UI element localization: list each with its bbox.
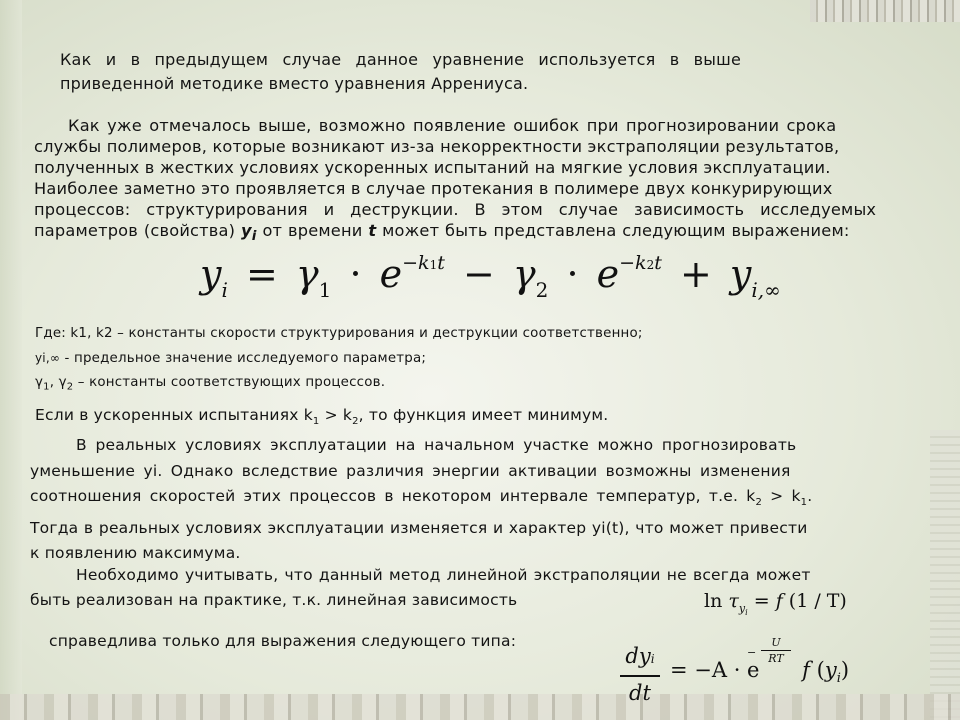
exponent-bar — [761, 650, 791, 651]
paragraph-2-line-2: уменьшение yi. Однако вследствие различия энергии активации возможны изменения — [30, 461, 791, 480]
rhs-y: y — [824, 658, 837, 682]
formula-y-subscript: i — [221, 278, 228, 302]
definition-y-text: - предельное значение исследуемого параметра; — [60, 351, 427, 366]
paragraph-1 — [34, 115, 876, 247]
variable-t: t — [368, 221, 377, 240]
paragraph-2-gt: > k — [762, 487, 801, 505]
derivative-dy: dy — [625, 644, 651, 668]
formula-plus: + — [679, 252, 712, 296]
paragraph-2-line-4: Тогда в реальных условиях эксплуатации изменяется и характер yi(t), что может привести — [30, 518, 808, 537]
differential-formula — [612, 636, 850, 716]
intro-text — [60, 48, 741, 96]
formula-tau-subsubscript: i — [745, 608, 748, 617]
formula-dot-1: · — [349, 252, 362, 296]
definition-gamma — [35, 371, 643, 400]
variable-y-subscript: i — [251, 228, 257, 245]
differential-rhs — [670, 658, 850, 686]
formula-y-infinity: y — [729, 252, 752, 296]
formula-exponent-2-subscript: 2 — [646, 258, 655, 272]
variable-y: y — [241, 221, 252, 240]
decorative-paper-edge-right — [930, 430, 960, 720]
condition-text-a: Если в ускоренных испытаниях k — [35, 406, 313, 424]
definition-gamma-text: – константы соответствующих процессов. — [73, 375, 386, 390]
rhs-open-paren: ( — [816, 658, 825, 682]
intro-line-2: приведенной методике вместо уравнения Аррениуса. — [60, 74, 529, 93]
rhs-f: f — [795, 658, 817, 682]
formula-exponent-2-t: t — [654, 252, 662, 274]
definition-gamma-1: γ — [35, 375, 44, 390]
formula-tau-subscript: y — [738, 602, 746, 615]
paragraph-3-line-2: быть реализован на практике, т.к. линейная зависимость — [30, 591, 518, 609]
paragraph-1-line-6 — [34, 220, 876, 247]
paragraph-2-line-3-text: соотношения скоростей этих процессов в некотором интервале температур, т.е. k — [30, 487, 756, 505]
paragraph-2 — [30, 433, 812, 567]
formula-e-2: e — [596, 252, 620, 296]
formula-linear-equals: = — [753, 590, 776, 612]
paragraph-1-line-4: Наиболее заметно это проявляется в случае протекания в полимере двух конкурирующих — [34, 179, 833, 198]
paragraph-2-sub-1: 1 — [800, 497, 808, 509]
derivative-numerator — [620, 642, 660, 673]
formula-exponent-1-subscript: 1 — [429, 258, 438, 272]
paragraph-1-line-3: полученных в жестких условиях ускоренных испытаний на мягкие условия эксплуатации. — [34, 158, 831, 177]
intro-line-1: Как и в предыдущем случае данное уравнение используется в выше — [60, 50, 742, 69]
formula-ln: ln — [704, 590, 723, 612]
paragraph-1-line-1: Как уже отмечалось выше, возможно появление ошибок при прогнозировании срока — [68, 116, 837, 135]
linear-dependence-formula — [704, 590, 847, 617]
paragraph-3 — [30, 563, 811, 613]
formula-gamma-1-subscript: 1 — [318, 278, 332, 302]
rhs-y-subscript: i — [836, 671, 841, 686]
formula-dot-2: · — [566, 252, 579, 296]
main-formula — [200, 252, 781, 312]
derivative-denominator: dt — [629, 680, 651, 705]
paragraph-2-line-5: к появлению максимума. — [30, 544, 241, 563]
rhs-close-paren: ) — [840, 658, 850, 682]
minimum-condition — [35, 404, 608, 433]
formula-f: f — [775, 590, 783, 612]
paragraph-1-line-2: службы полимеров, которые возникают из-за некорректности экстраполяции результатов, — [34, 137, 840, 156]
formula-equals: = — [245, 252, 278, 296]
formula-gamma-2: γ — [512, 252, 536, 296]
condition-sub-2: 2 — [352, 416, 359, 428]
final-line: справедлива только для выражения следующего типа: — [49, 632, 517, 650]
decorative-left-stripe — [0, 0, 22, 720]
exponent-numerator: U — [771, 636, 781, 649]
formula-exponent-1 — [402, 252, 445, 274]
rhs-minus-a-e: = −A · e — [670, 658, 760, 682]
paragraph-2-line-1: В реальных условиях эксплуатации на начальном участке можно прогнозировать — [76, 436, 797, 454]
exponent-minus: − — [747, 646, 757, 659]
derivative-subscript: i — [650, 652, 655, 666]
line-6-text-c: может быть представлена следующим выражением: — [376, 221, 850, 240]
paragraph-2-period: . — [807, 487, 813, 505]
definitions — [35, 322, 643, 400]
paragraph-3-line-1: Необходимо учитывать, что данный метод линейной экстраполяции не всегда может — [76, 566, 811, 584]
line-6-text-b: от времени — [256, 221, 369, 240]
formula-exponent-1-k: −k — [402, 252, 430, 274]
paragraph-1-line-5: процессов: структурирования и деструкции. В этом случае зависимость исследуемых — [34, 200, 877, 219]
definition-y-symbol: yi,∞ — [35, 351, 61, 365]
formula-y: y — [200, 252, 222, 296]
definition-gamma-2: , γ — [49, 375, 67, 390]
condition-text-c: , то функция имеет минимум. — [358, 406, 609, 424]
definition-gamma-1-subscript: 1 — [43, 381, 50, 393]
paragraph-2-sub-2: 2 — [755, 497, 763, 509]
exponent-denominator: RT — [768, 652, 784, 665]
formula-gamma-2-subscript: 2 — [535, 278, 549, 302]
condition-sub-1: 1 — [312, 416, 320, 428]
formula-y-infinity-subscript: i,∞ — [751, 278, 781, 302]
formula-exponent-1-t: t — [437, 252, 445, 274]
decorative-paper-edge-top — [810, 0, 960, 22]
formula-minus: − — [462, 252, 495, 296]
formula-gamma-1: γ — [295, 252, 319, 296]
definition-gamma-2-subscript: 2 — [66, 381, 74, 393]
definition-y-limit — [35, 346, 643, 371]
formula-exponent-2 — [619, 252, 662, 274]
definition-k: Где: k1, k2 – константы скорости структурирования и деструкции соответственно; — [35, 326, 643, 341]
formula-f-argument: (1 / T) — [788, 590, 847, 612]
fraction-bar — [620, 675, 660, 677]
condition-text-b: > k — [319, 406, 353, 424]
formula-tau: τ — [728, 590, 739, 612]
formula-e-1: e — [379, 252, 403, 296]
line-6-text-a: параметров (свойства) — [34, 221, 241, 240]
formula-exponent-2-k: −k — [619, 252, 647, 274]
paragraph-2-line-3 — [30, 484, 812, 516]
derivative-fraction — [620, 642, 660, 707]
